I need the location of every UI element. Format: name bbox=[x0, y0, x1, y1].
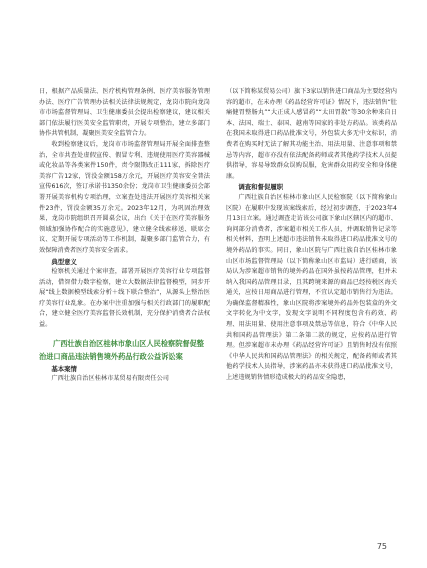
right-column bbox=[226, 87, 397, 384]
left-paragraph-1: 日，根据产品质量法、医疗机构管理条例、医疗美容服务管理办法、医疗广告管理办法相关法律法规规定，龙岗市院向龙岗市市场监督管理局、卫生健康委员会提出检察建议，建议相关部门依法履行医美安全监管职责，开展专项整治，建立多部门协作共管机制，凝聚医美安全监管合力。 bbox=[39, 88, 210, 138]
significance-heading: 典型意义 bbox=[51, 257, 77, 266]
right-paragraph-1: （以下简称某贸易公司）旗下3家以销售进口商品为主要经营内容的超市，在未办理《药品经营许可证》情况下，违法销售“肚痛健胃整肠丸”“大正成人感冒药”“太田胃散”等30余种来自日本、法国、瑞士、泰国、越南等国家的非处方药品。该类药品在我国未取得进口药品批准文号，外包装大多无中文标识，消费者在购买时无法了解其功能主治、用法用量、注意事项和禁忌等内容，超市亦没有依法配备药师或者其他药学技术人员提供指导，容易导致群众误购误服，危害群众用药安全和身体健康。 bbox=[226, 88, 397, 180]
left-column bbox=[39, 87, 210, 385]
facts-heading: 基本案情 bbox=[51, 364, 77, 373]
case-title: 广西壮族自治区桂林市象山区人民检察院督促整治进口商品违法销售境外药品行政公益诉讼案 bbox=[39, 338, 204, 361]
left-paragraph-3: 检察机关通过个案审查，部署开展医疗美容行业专项监督活动，借智借力数字检察，建立大数据法律监督模型，同步开展“线上数据模型线索分析＋线下联合整治”，从源头上整治医疗美容行业乱象。在办案中注重加强与相关行政部门的履职配合，建立健全医疗美容监督长效机制，充分保护消费者合法权益。 bbox=[39, 268, 210, 329]
left-paragraph-2: 收到检察建议后，龙岗市市场监督管理局开展全面排查整治，全市共查处虚假宣传、假冒专利、违规使用医疗美容器械或化妆品等各类案件150件，责令限期改正111家，拆除医疗美容广告12家，罚没金额158万余元，开展医疗美容安全普法宣传616次，签订承诺书1350余份；龙岗市卫生健康委员会部署开展美容机构专项治理，立案查处违法开展医疗美容相关案件23件，罚没金额35万余元。2023年12月，为巩固治理效果，龙岗市院组织召开圆桌会议，出台《关于在医疗美容服务领域加强协作配合的实施意见》，建立健全线索移送、联席会议、定期开展专项活动等工作机制，凝聚多部门监管合力，有效保障消费者医疗美容安全需求。 bbox=[39, 140, 210, 254]
process-heading: 调查和督促履职 bbox=[238, 183, 284, 192]
page-number: 75 bbox=[376, 542, 387, 551]
right-paragraph-2: 广西壮族自治区桂林市象山区人民检察院（以下简称象山区院）在履职中发现该案线索后，经过初步调查，于2023年4月13日立案。通过调查走访该公司旗下象山区辖区内的超市、询问部分消费者，涉案超市相关工作人员，并调取销售记录等相关材料，查明上述超市违法销售未取得进口药品批准文号的境外药品的事实。同日，象山区院与广西壮族自治区桂林市象山区市场监督管理局（以下简称象山区市监局）进行磋商，该局认为涉案超市销售的境外药品在国外虽按药品管理，但并未纳入我国药品管理目录，且其跨境来源的商品已经按税区海关通关，应按日用商品进行管理，不宜认定超市销售行为违法。为确保监督精准性，象山区院将涉案境外药品外包装盒的外文文字转化为中文字，发现文字说明不同程度包含有药效、药理、用法用量、使用注意事项及禁忌等信息，符合《中华人民共和国药品管理法》第二条第二款的规定，应按药品进行管理。但涉案超市未办理《药品经营许可证》且销售时没有依照《中华人民共和国药品管理法》的相关规定，配备药师或者其他药学技术人员指导，涉案药品亦未获得进口药品批准文号，上述违规销售情形造成极大的药品安全隐患， bbox=[226, 193, 397, 382]
left-paragraph-4: 广西壮族自治区桂林市某贸易有限责任公司 bbox=[51, 375, 169, 383]
